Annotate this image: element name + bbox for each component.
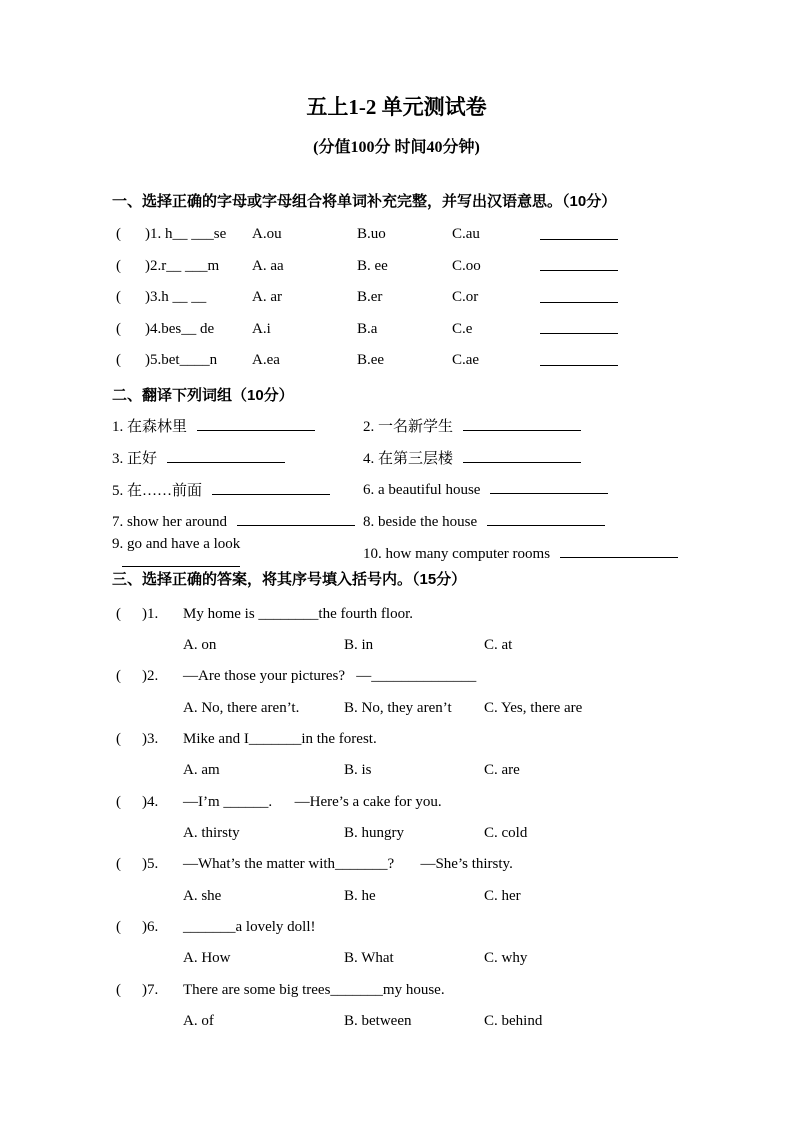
option-b: B. What [344,950,394,967]
question-number: )5. [142,856,159,873]
s1-row-2 [112,251,681,283]
option-a: A. of [183,1013,214,1030]
answer-paren: ( [116,352,121,369]
question-number: )4. [142,793,159,810]
question-number: )1. [142,605,159,622]
option-a: A.ea [252,352,280,369]
paper-title: 五上1-2 单元测试卷 [306,95,487,119]
option-b: B.ee [357,352,385,369]
s2-row-4 [112,506,681,538]
s1-row-5 [112,345,681,377]
s2-row-2 [112,442,681,474]
question-stem: _______a lovely doll! [183,919,316,936]
question-stem: There are some big trees_______my house. [183,981,445,998]
meaning-blank-cell [540,351,681,371]
s3-question-5 [112,849,681,912]
option-b: B. ee [357,257,388,274]
phrase-label: 1. 在森林里 [112,419,188,435]
answer-blank [540,288,618,303]
option-c: C. Yes, there are [484,699,583,716]
option-a: A. on [183,637,217,654]
option-b: B. No, they aren’t [344,699,452,716]
meaning-blank-cell [540,319,681,339]
meaning-blank-cell [540,256,681,276]
s2-item-2 [363,415,681,436]
option-b: B.er [357,289,383,306]
question-stem-line [112,724,681,755]
s3-question-2 [112,661,681,724]
option-a: A. ar [252,289,282,306]
option-a: A. am [183,762,220,779]
option-b: B. between [344,1013,412,1030]
section3-questions [112,599,681,1038]
question-stem-line [112,787,681,818]
s1-item-text: )2.r__ ___m [145,257,220,274]
answer-paren: ( [116,856,121,873]
question-stem-line [112,599,681,630]
question-stem: —What’s the matter with_______? —She’s thirsty. [183,856,513,873]
s1-row-4 [112,314,681,346]
answer-blank [463,417,581,431]
option-c: C. behind [484,1013,543,1030]
question-stem: My home is ________the fourth floor. [183,605,413,622]
answer-blank [197,417,315,431]
question-options-line [112,755,681,786]
option-b: B. in [344,637,374,654]
option-c: C.au [452,226,480,243]
s2-row-3 [112,474,681,506]
meaning-blank-cell [540,288,681,308]
option-c: C. at [484,637,513,654]
option-c: C. are [484,762,520,779]
answer-paren: ( [116,981,121,998]
answer-paren: ( [116,289,121,306]
answer-blank [560,544,678,558]
option-c: C.oo [452,257,481,274]
question-options-line [112,693,681,724]
option-a: A. she [183,887,222,904]
s3-question-7 [112,975,681,1038]
s1-item-text: )5.bet____n [145,352,218,369]
option-b: B. is [344,762,372,779]
answer-blank [540,351,618,366]
question-options-line [112,943,681,974]
question-number: )2. [142,668,159,685]
phrase-label: 10. how many computer rooms [363,546,551,562]
s2-item-7 [112,512,363,531]
s3-question-3 [112,724,681,787]
answer-blank [540,225,618,240]
section1-heading: 一、选择正确的字母或字母组合将单词补充完整，并写出汉语意思。（10分） [112,193,617,210]
phrase-label: 3. 正好 [112,451,158,467]
answer-paren: ( [116,919,121,936]
question-stem: Mike and I_______in the forest. [183,731,377,748]
option-a: A.i [252,320,271,337]
s1-item-text: )4.bes__ de [145,320,215,337]
section1-rows [112,219,681,377]
phrase-label: 2. 一名新学生 [363,419,454,435]
answer-blank [122,553,240,567]
answer-blank [540,319,618,334]
answer-paren: ( [116,793,121,810]
question-number: )7. [142,981,159,998]
question-stem-line [112,849,681,880]
option-c: C.or [452,289,479,306]
s2-item-5 [112,479,363,500]
question-number: )3. [142,731,159,748]
option-c: C.e [452,320,473,337]
section2-heading: 二、翻译下列词组（10分） [112,386,294,404]
question-stem-line [112,912,681,943]
answer-paren: ( [116,257,121,274]
s3-question-1 [112,599,681,662]
s1-item-text: )1. h__ ___se [145,226,227,243]
option-c: C. cold [484,825,528,842]
question-options-line [112,818,681,849]
option-a: A. thirsty [183,825,240,842]
s2-item-1 [112,415,363,436]
answer-blank [487,512,605,526]
option-a: A. How [183,950,231,967]
option-b: B. he [344,887,376,904]
question-options-line [112,881,681,912]
meaning-blank-cell [540,225,681,245]
question-stem-line [112,975,681,1006]
question-options-line [112,630,681,661]
phrase-label: 4. 在第三层楼 [363,451,454,467]
s2-item-10 [363,544,681,563]
answer-paren: ( [116,226,121,243]
question-number: )6. [142,919,159,936]
option-c: C.ae [452,352,480,369]
s2-item-3 [112,447,363,468]
question-options-line [112,1006,681,1037]
s2-row-5 [112,535,681,570]
s2-row-1 [112,410,681,442]
question-stem: —I’m ______. —Here’s a cake for you. [183,793,442,810]
s2-item-6 [363,480,681,499]
answer-paren: ( [116,320,121,337]
option-c: C. her [484,887,521,904]
s2-item-9 [112,536,363,572]
section3-heading: 三、选择正确的答案，将其序号填入括号内。（15分） [112,570,467,588]
s3-question-6 [112,912,681,975]
s2-item-4 [363,447,681,468]
paper-score-time: (分值100分 时间40分钟) [313,139,480,156]
answer-blank [540,256,618,271]
answer-paren: ( [116,731,121,748]
option-a: A. No, there aren’t. [183,699,300,716]
option-c: C. why [484,950,528,967]
option-b: B.uo [357,226,386,243]
answer-paren: ( [116,668,121,685]
phrase-label: 8. beside the house [363,514,478,530]
option-a: A.ou [252,226,282,243]
phrase-label: 5. 在……前面 [112,483,203,499]
s2-item-8 [363,512,681,531]
answer-blank [490,480,608,494]
phrase-label: 9. go and have a look [112,535,241,552]
option-b: B.a [357,320,378,337]
answer-blank [463,449,581,463]
answer-blank [212,481,330,495]
section2-rows [112,410,681,570]
question-stem-line [112,661,681,692]
answer-blank [167,449,285,463]
s1-row-1 [112,219,681,251]
phrase-label: 6. a beautiful house [363,482,481,498]
option-b: B. hungry [344,825,404,842]
s3-question-4 [112,787,681,850]
answer-paren: ( [116,605,121,622]
s1-row-3 [112,282,681,314]
option-a: A. aa [252,257,284,274]
phrase-label: 7. show her around [112,514,227,530]
answer-blank [237,512,355,526]
question-stem: —Are those your pictures? —______________ [183,668,477,685]
s1-item-text: )3.h __ __ [145,289,207,306]
